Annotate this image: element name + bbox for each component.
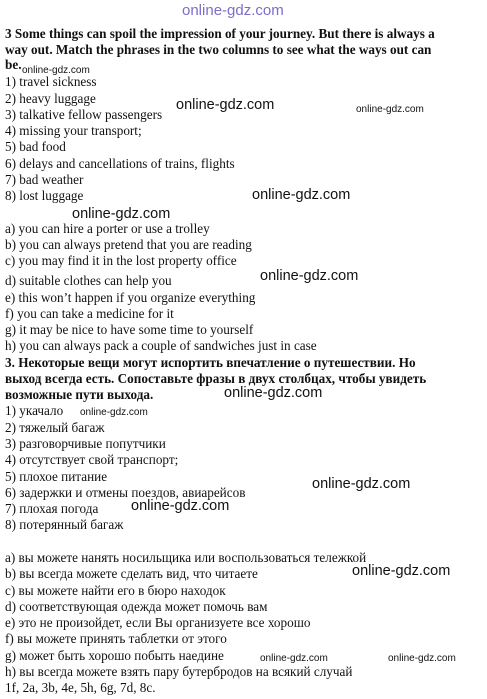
problem-en-6: 6) delays and cancellations of trains, flights [5, 156, 235, 171]
watermark: online-gdz.com [80, 407, 148, 418]
watermark: online-gdz.com [131, 498, 230, 514]
watermark: online-gdz.com [356, 104, 424, 115]
watermark: online-gdz.com [176, 97, 275, 113]
watermark: online-gdz.com [72, 206, 171, 222]
solution-ru-c: c) вы можете найти его в бюро находок [5, 583, 226, 598]
watermark: online-gdz.com [182, 2, 284, 19]
task-heading-en-line-1: 3 Some things can spoil the impression of your journey. But there is always a [5, 26, 435, 41]
watermark: online-gdz.com [252, 187, 351, 203]
watermark: online-gdz.com [388, 653, 456, 664]
solution-ru-g: g) может быть хорошо побыть наедине [5, 648, 224, 663]
solution-en-h: h) you can always pack a couple of sandwiches just in case [5, 338, 317, 353]
solution-ru-f: f) вы можете принять таблетки от этого [5, 631, 227, 646]
solution-en-b: b) you can always pretend that you are reading [5, 237, 252, 252]
problem-ru-2: 2) тяжелый багаж [5, 420, 105, 435]
solution-en-a: a) you can hire a porter or use a trolley [5, 221, 210, 236]
solution-ru-b: b) вы всегда можете сделать вид, что читаете [5, 566, 258, 581]
problem-en-5: 5) bad food [5, 139, 66, 154]
task-heading-ru-line-1: 3. Некоторые вещи могут испортить впечатление о путешествии. Но [5, 355, 416, 370]
watermark: online-gdz.com [224, 385, 323, 401]
solution-ru-h: h) вы всегда можете взять пару бутербродов на всякий случай [5, 664, 353, 679]
problem-ru-1: 1) укачало [5, 403, 64, 418]
watermark: online-gdz.com [312, 476, 411, 492]
problem-en-2: 2) heavy luggage [5, 91, 96, 106]
problem-ru-3: 3) разговорчивые попутчики [5, 436, 166, 451]
problem-en-1: 1) travel sickness [5, 74, 97, 89]
problem-ru-6: 6) задержки и отмены поездов, авиарейсов [5, 485, 246, 500]
solution-en-e: e) this won’t happen if you organize everything [5, 290, 256, 305]
solution-ru-a: a) вы можете нанять носильщика или воспользоваться тележкой [5, 550, 367, 565]
problem-en-4: 4) missing your transport; [5, 123, 142, 138]
solution-en-c: c) you may find it in the lost property office [5, 253, 237, 268]
problem-en-3: 3) talkative fellow passengers [5, 107, 163, 122]
task-heading-en-line-2: way out. Match the phrases in the two columns to see what the ways out can [5, 42, 432, 57]
problem-en-7: 7) bad weather [5, 172, 84, 187]
solution-ru-d: d) соответствующая одежда может помочь вам [5, 599, 268, 614]
solution-ru-e: e) это не произойдет, если Вы организуете все хорошо [5, 615, 311, 630]
solution-en-g: g) it may be nice to have some time to yourself [5, 322, 254, 337]
problem-ru-8: 8) потерянный багаж [5, 517, 124, 532]
problem-ru-7: 7) плохая погода [5, 501, 99, 516]
watermark: online-gdz.com [260, 653, 328, 664]
watermark: online-gdz.com [352, 563, 451, 579]
task-heading-en-line-3: be. [5, 57, 22, 72]
watermark: online-gdz.com [22, 65, 90, 76]
solution-en-d: d) suitable clothes can help you [5, 273, 172, 288]
solution-en-f: f) you can take a medicine for it [5, 306, 174, 321]
problem-en-8: 8) lost luggage [5, 188, 84, 203]
problem-ru-5: 5) плохое питание [5, 469, 108, 484]
watermark: online-gdz.com [260, 268, 359, 284]
task-heading-ru-line-2: выход всегда есть. Сопоставьте фразы в двух столбцах, чтобы увидеть [5, 371, 427, 386]
task-heading-ru-line-3: возможные пути выхода. [5, 387, 154, 402]
answer-key: 1f, 2a, 3b, 4e, 5h, 6g, 7d, 8c. [5, 680, 156, 695]
problem-ru-4: 4) отсутствует свой транспорт; [5, 452, 179, 467]
